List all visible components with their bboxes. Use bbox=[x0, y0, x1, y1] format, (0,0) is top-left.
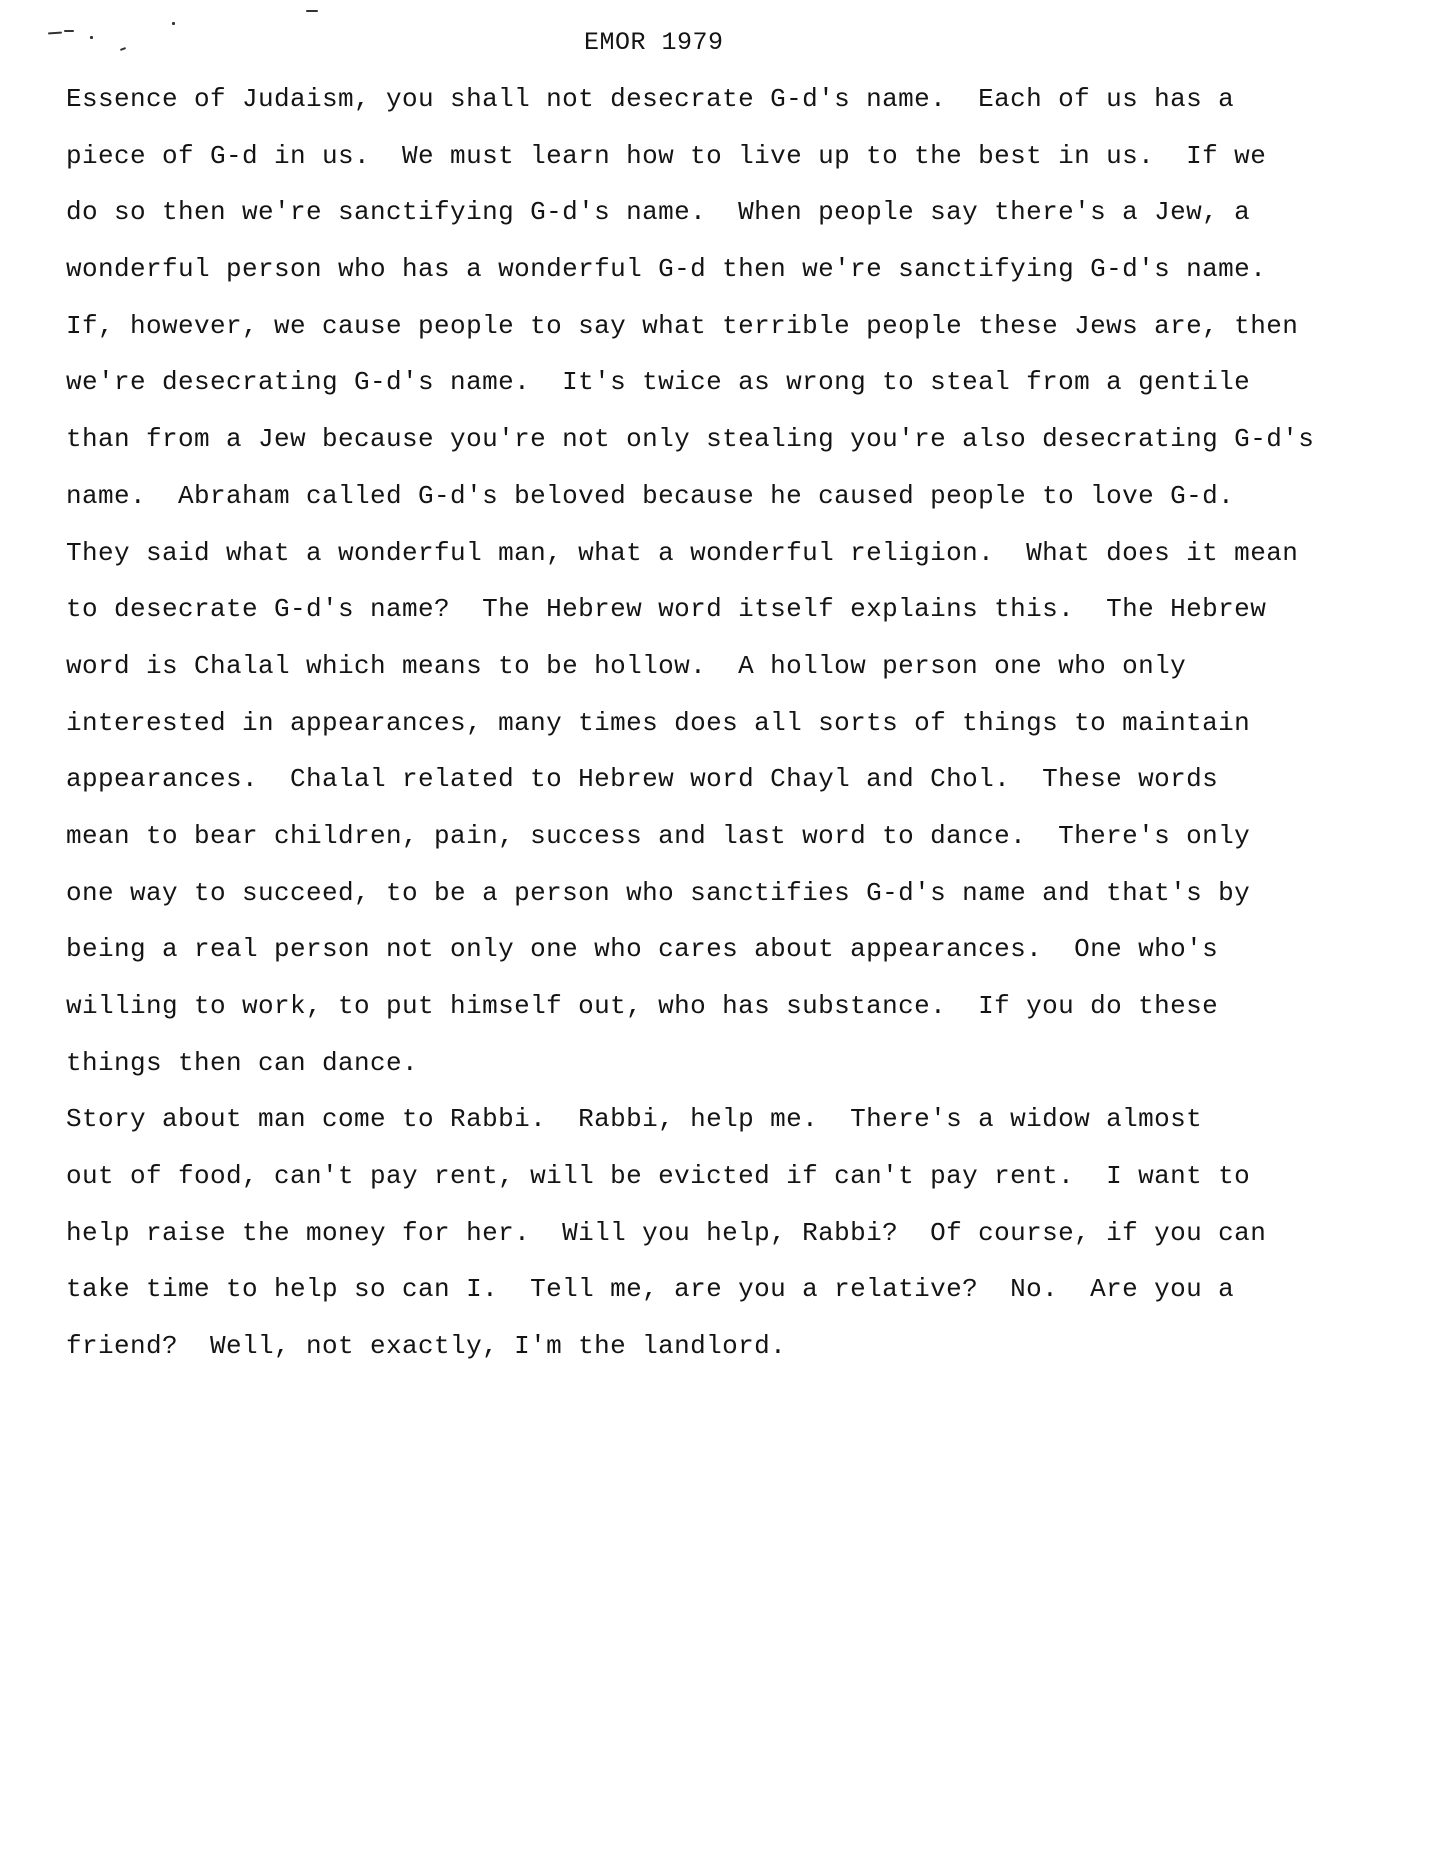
text-line: name. Abraham called G-d's beloved because he caused people to love G-d. bbox=[66, 480, 1235, 511]
text-line: friend? Well, not exactly, I'm the landlord. bbox=[66, 1331, 787, 1362]
text-line: Essence of Judaism, you shall not desecrate G-d's name. Each of us has a bbox=[66, 84, 1235, 114]
text-line: piece of G-d in us. We must learn how to live up to the best in us. If we bbox=[66, 140, 1267, 171]
scan-mark bbox=[90, 36, 93, 39]
text-line: mean to bear children, pain, success and last word to dance. There's only bbox=[66, 820, 1251, 851]
scan-mark bbox=[48, 32, 62, 35]
text-line: willing to work, to put himself out, who has substance. If you do these bbox=[66, 991, 1219, 1021]
text-line: out of food, can't pay rent, will be evicted if can't pay rent. I want to bbox=[66, 1161, 1251, 1192]
text-line: one way to succeed, to be a person who sanctifies G-d's name and that's by bbox=[66, 877, 1251, 908]
scan-mark bbox=[64, 30, 74, 32]
text-line: interested in appearances, many times does all sorts of things to maintain bbox=[66, 707, 1251, 738]
scan-mark bbox=[120, 47, 126, 51]
document-body bbox=[66, 84, 1386, 1388]
text-line: to desecrate G-d's name? The Hebrew word itself explains this. The Hebrew bbox=[66, 594, 1267, 625]
document-title: EMOR 1979 bbox=[584, 28, 724, 57]
scan-mark bbox=[306, 10, 318, 12]
text-line: things then can dance. bbox=[66, 1047, 419, 1078]
text-line: do so then we're sanctifying G-d's name. When people say there's a Jew, a bbox=[66, 197, 1251, 228]
text-line: wonderful person who has a wonderful G-d then we're sanctifying G-d's name. bbox=[66, 254, 1267, 285]
text-line: They said what a wonderful man, what a wonderful religion. What does it mean bbox=[66, 537, 1299, 568]
text-line: word is Chalal which means to be hollow. A hollow person one who only bbox=[66, 650, 1187, 681]
text-line: appearances. Chalal related to Hebrew word Chayl and Chol. These words bbox=[66, 764, 1219, 795]
text-line: Story about man come to Rabbi. Rabbi, help me. There's a widow almost bbox=[66, 1104, 1203, 1135]
text-line: we're desecrating G-d's name. It's twice as wrong to steal from a gentile bbox=[66, 367, 1251, 398]
paragraph bbox=[66, 84, 1386, 1104]
text-line: than from a Jew because you're not only stealing you're also desecrating G-d's bbox=[66, 424, 1315, 455]
scan-mark bbox=[172, 22, 175, 25]
text-line: being a real person not only one who cares about appearances. One who's bbox=[66, 934, 1219, 965]
text-line: help raise the money for her. Will you help, Rabbi? Of course, if you can bbox=[66, 1217, 1267, 1248]
paragraph bbox=[66, 1104, 1386, 1387]
text-line: take time to help so can I. Tell me, are you a relative? No. Are you a bbox=[66, 1274, 1235, 1305]
text-line: If, however, we cause people to say what terrible people these Jews are, then bbox=[66, 310, 1299, 341]
